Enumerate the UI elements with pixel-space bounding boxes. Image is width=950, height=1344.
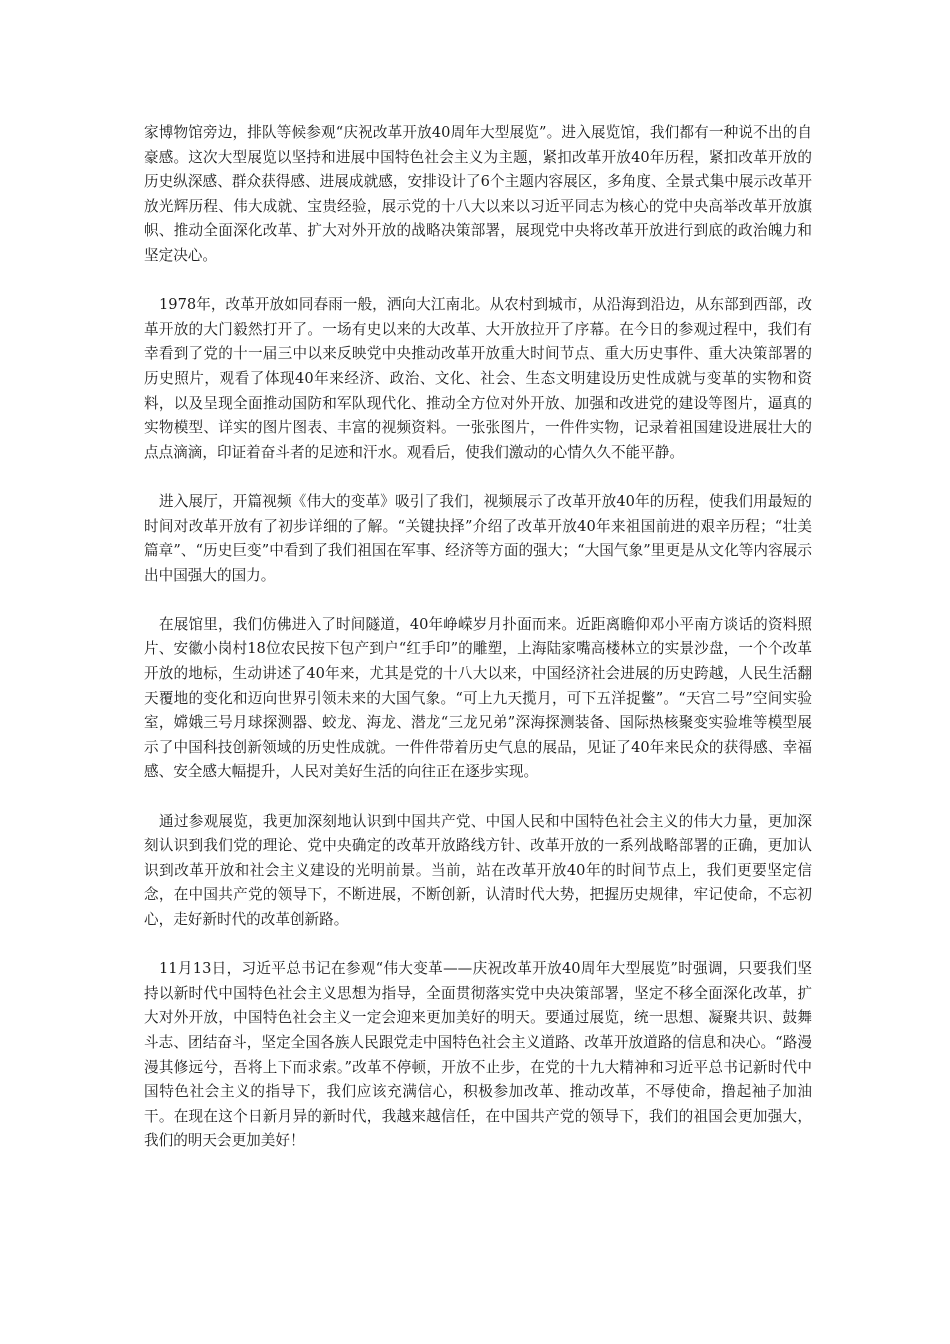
paragraph-exhibition-intro: 家博物馆旁边，排队等候参观“庆祝改革开放40周年大型展览”。进入展览馆，我们都有一种说不出的自豪感。这次大型展览以坚持和进展中国特色社会主义为主题，紧扣改革开放40年历程，紧扣改革开放的历史纵深感、群众获得感、进展成就感，安排设计了6个主题内容展区，多角度、全景式集中展示改革开放光辉历程、伟大成就、宝贵经验，展示党的十八大以来以习近平同志为核心的党中央高举改革开放旗帜、推动全面深化改革、扩大对外开放的战略决策部署，展现党中央将改革开放进行到底的政治魄力和坚定决心。 — [144, 124, 812, 264]
paragraph-time-tunnel: 在展馆里，我们仿佛进入了时间隧道，40年峥嵘岁月扑面而来。近距离瞻仰邓小平南方谈话的资料照片、安徽小岗村18位农民按下包产到户“红手印”的雕塑，上海陆家嘴高楼林立的实景沙盘，一个个改革开放的地标，生动讲述了40年来，尤其是党的十八大以来，中国经济社会进展的历史跨越，人民生活翻天覆地的变化和迈向世界引领未来的大国气象。“可上九天揽月，可下五洋捉鳖”。“天宫二号”空间实验室，嫦娥三号月球探测器、蛟龙、海龙、潜龙“三龙兄弟”深海探测装备、国际热核聚变实验堆等模型展示了中国科技创新领域的历史性成就。一件件带着历史气息的展品，见证了40年来民众的获得感、幸福感、安全感大幅提升，人民对美好生活的向往正在逐步实现。 — [144, 615, 812, 781]
paragraph-reflection: 通过参观展览，我更加深刻地认识到中国共产党、中国人民和中国特色社会主义的伟大力量，更加深刻认识到我们党的理论、党中央确定的改革开放路线方针、改革开放的一系列战略部署的正确，更加认识到改革开放和社会主义建设的光明前景。当前，站在改革开放40年的时间节点上，我们更要坚定信念，在中国共产党的领导下，不断进展，不断创新，认清时代大势，把握历史规律，牢记使命，不忘初心，走好新时代的改革创新路。 — [144, 812, 812, 928]
document-body — [144, 121, 812, 1179]
paragraph-exhibition-hall-video: 进入展厅，开篇视频《伟大的变革》吸引了我们，视频展示了改革开放40年的历程，使我们用最短的时间对改革开放有了初步详细的了解。“关键抉择”介绍了改革开放40年来祖国前进的艰辛历程；“壮美篇章”、“历史巨变”中看到了我们祖国在军事、经济等方面的强大；“大国气象”里更是从文化等内容展示出中国强大的国力。 — [144, 492, 812, 584]
paragraph-conclusion: 11月13日，习近平总书记在参观“伟大变革——庆祝改革开放40周年大型展览”时强调，只要我们坚持以新时代中国特色社会主义思想为指导，全面贯彻落实党中央决策部署，坚定不移全面深化改革，扩大对外开放，中国特色社会主义一定会迎来更加美好的明天。要通过展览，统一思想、凝聚共识、鼓舞斗志、团结奋斗，坚定全国各族人民跟党走中国特色社会主义道路、改革开放道路的信息和决心。“路漫漫其修远兮，吾将上下而求索。”改革不停顿，开放不止步，在党的十九大精神和习近平总书记新时代中国特色社会主义的指导下，我们应该充满信心，积极参加改革、推动改革，不辱使命，撸起袖子加油干。在现在这个日新月异的新时代，我越来越信任，在中国共产党的领导下，我们的祖国会更加强大，我们的明天会更加美好！ — [144, 960, 812, 1150]
paragraph-reform-1978: 1978年，改革开放如同春雨一般，洒向大江南北。从农村到城市，从沿海到沿边，从东部到西部，改革开放的大门毅然打开了。一场有史以来的大改革、大开放拉开了序幕。在今日的参观过程中，我们有幸看到了党的十一届三中以来反映党中央推动改革开放重大时间节点、重大历史事件、重大决策部署的历史照片，观看了体现40年来经济、政治、文化、社会、生态文明建设历史性成就与变革的实物和资料，以及呈现全面推动国防和军队现代化、推动全方位对外开放、加强和改进党的建设等图片，逼真的实物模型、详实的图片图表、丰富的视频资料。一张张图片，一件件实物，记录着祖国建设进展壮大的点点滴滴，印证着奋斗者的足迹和汗水。观看后，使我们激动的心情久久不能平静。 — [144, 296, 812, 461]
